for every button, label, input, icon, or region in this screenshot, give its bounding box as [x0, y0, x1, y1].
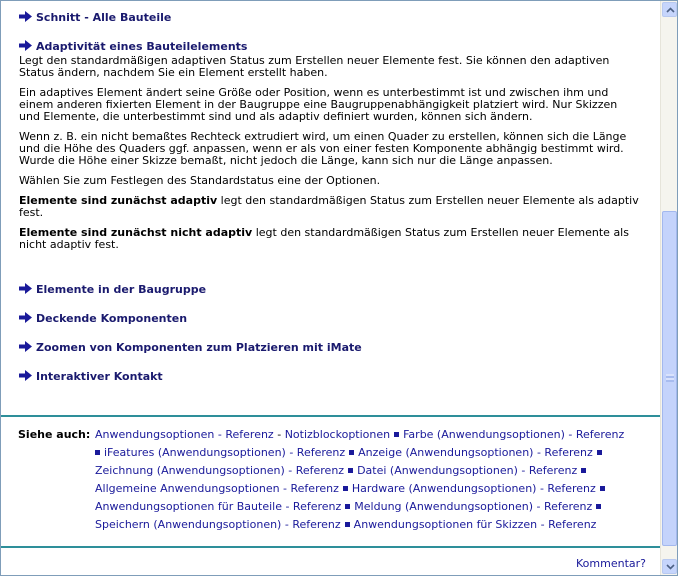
option-nicht-adaptiv-desc: legt den standardmäßigen Status zum Erstellen neuer Elemente als nicht adaptiv fest. [19, 226, 629, 251]
see-also-line [95, 483, 655, 501]
see-also-link[interactable]: Meldung (Anwendungsoptionen) - Referenz [354, 500, 593, 513]
square-bullet-icon [345, 504, 350, 509]
divider-top [1, 415, 660, 417]
square-bullet-icon [596, 504, 601, 509]
square-bullet-icon [597, 450, 602, 455]
square-bullet-icon [600, 486, 605, 491]
scroll-down-button[interactable] [662, 559, 677, 574]
topic-elemente[interactable] [19, 283, 206, 297]
chevron-down-icon [666, 564, 675, 570]
vertical-scrollbar[interactable] [660, 1, 678, 575]
option-adaptiv [19, 195, 639, 219]
paragraph-2: Ein adaptives Element ändert seine Größe oder Position, wenn es unterbestimmt ist und zwischen ihm und einem anderen fixierten Element in der Baugruppe eine Baugruppenabhängigkeit platziert wird. Nur Skizzen und Elemente, die unterbestimmt sind und als adaptiv definiert wurden, können sich ändern. [19, 86, 618, 123]
grip-icon [666, 374, 674, 382]
topic-kontakt-link[interactable] [19, 370, 163, 384]
arrow-right-icon [19, 40, 32, 51]
see-also-link[interactable]: Anwendungsoptionen - Referenz [95, 428, 274, 441]
square-bullet-icon [345, 522, 350, 527]
see-also-line [95, 465, 655, 483]
see-also-links [95, 429, 655, 537]
help-content [1, 1, 660, 575]
see-also-link[interactable]: Anwendungsoptionen für Skizzen - Referenz [353, 518, 597, 531]
see-also-link[interactable]: Hardware (Anwendungsoptionen) - Referenz [351, 482, 596, 495]
option-nicht-adaptiv-term: Elemente sind zunächst nicht adaptiv [19, 226, 253, 239]
square-bullet-icon [349, 450, 354, 455]
square-bullet-icon [394, 432, 399, 437]
comment-link[interactable]: Kommentar? [576, 557, 646, 570]
topic-kontakt-label: Interaktiver Kontakt [36, 370, 163, 383]
topic-zoomen[interactable] [19, 341, 362, 355]
arrow-right-icon [19, 370, 32, 381]
paragraph-1: Legt den standardmäßigen adaptiven Status zum Erstellen neuer Elemente fest. Sie können den adaptiven Status ändern, nachdem Sie ein Element erstellt haben. [19, 54, 610, 79]
topic-adaptivitaet[interactable] [19, 40, 247, 54]
topic-schnitt-link[interactable] [19, 11, 171, 25]
option-adaptiv-term: Elemente sind zunächst adaptiv [19, 194, 218, 207]
topic-zoomen-link[interactable] [19, 341, 362, 355]
scroll-thumb[interactable] [662, 211, 677, 546]
see-also-label: Siehe auch: [18, 428, 91, 441]
see-also-link[interactable]: Anzeige (Anwendungsoptionen) - Referenz [358, 446, 593, 459]
topic-adaptivitaet-link[interactable] [19, 40, 247, 54]
option-nicht-adaptiv [19, 227, 639, 251]
see-also-line [95, 501, 655, 519]
topic-adaptivitaet-label: Adaptivität eines Bauteilelements [36, 40, 248, 53]
divider-bottom [1, 546, 660, 548]
see-also-link[interactable]: Notizblockoptionen [284, 428, 391, 441]
arrow-right-icon [19, 11, 32, 22]
see-also-link[interactable]: Anwendungsoptionen für Bauteile - Referenz [95, 500, 342, 513]
paragraph-4: Wählen Sie zum Festlegen des Standardstatus eine der Optionen. [19, 174, 381, 187]
paragraph-3: Wenn z. B. ein nicht bemaßtes Rechteck extrudiert wird, um einen Quader zu erstellen, können sich die Länge und die Höhe des Quaders ggf. anpassen, wenn er als von einer festen Komponente abhängig bestimmt wird. Wurde die Höhe einer Skizze bemaßt, nicht jedoch die Länge, kann sich nur die Länge anpassen. [19, 130, 627, 167]
topic-schnitt-label: Schnitt - Alle Bauteile [36, 11, 172, 24]
see-also-line: Anwendungsoptionen - Referenz - Notizblockoptionen Farbe (Anwendungsoptionen) - Referenz [95, 428, 625, 441]
square-bullet-icon [95, 450, 100, 455]
scroll-up-button[interactable] [662, 2, 677, 17]
adaptivitaet-section [19, 55, 639, 251]
topic-deckende-link[interactable] [19, 312, 187, 326]
option-adaptiv-desc: legt den standardmäßigen Status zum Erstellen neuer Elemente als adaptiv fest. [19, 194, 639, 219]
topic-kontakt[interactable] [19, 370, 163, 384]
square-bullet-icon [581, 468, 586, 473]
square-bullet-icon [343, 486, 348, 491]
see-also-link[interactable]: Datei (Anwendungsoptionen) - Referenz [357, 464, 578, 477]
chevron-up-icon [666, 7, 675, 13]
topic-elemente-label: Elemente in der Baugruppe [36, 283, 207, 296]
see-also-link[interactable]: Speichern (Anwendungsoptionen) - Referenz [95, 518, 341, 531]
topic-deckende[interactable] [19, 312, 187, 326]
topic-deckende-label: Deckende Komponenten [36, 312, 188, 325]
see-also-link[interactable]: Allgemeine Anwendungsoptionen - Referenz [95, 482, 339, 495]
see-also-link[interactable]: Farbe (Anwendungsoptionen) - Referenz [403, 428, 625, 441]
topic-zoomen-label: Zoomen von Komponenten zum Platzieren mit iMate [36, 341, 362, 354]
square-bullet-icon [348, 468, 353, 473]
arrow-right-icon [19, 312, 32, 323]
see-also-link[interactable]: Zeichnung (Anwendungsoptionen) - Referenz [95, 464, 345, 477]
see-also-line [95, 519, 655, 537]
see-also-line [95, 447, 655, 465]
see-also-link[interactable]: iFeatures (Anwendungsoptionen) - Referenz [104, 446, 346, 459]
topic-elemente-link[interactable] [19, 283, 206, 297]
arrow-right-icon [19, 341, 32, 352]
topic-schnitt[interactable] [19, 11, 171, 25]
arrow-right-icon [19, 283, 32, 294]
